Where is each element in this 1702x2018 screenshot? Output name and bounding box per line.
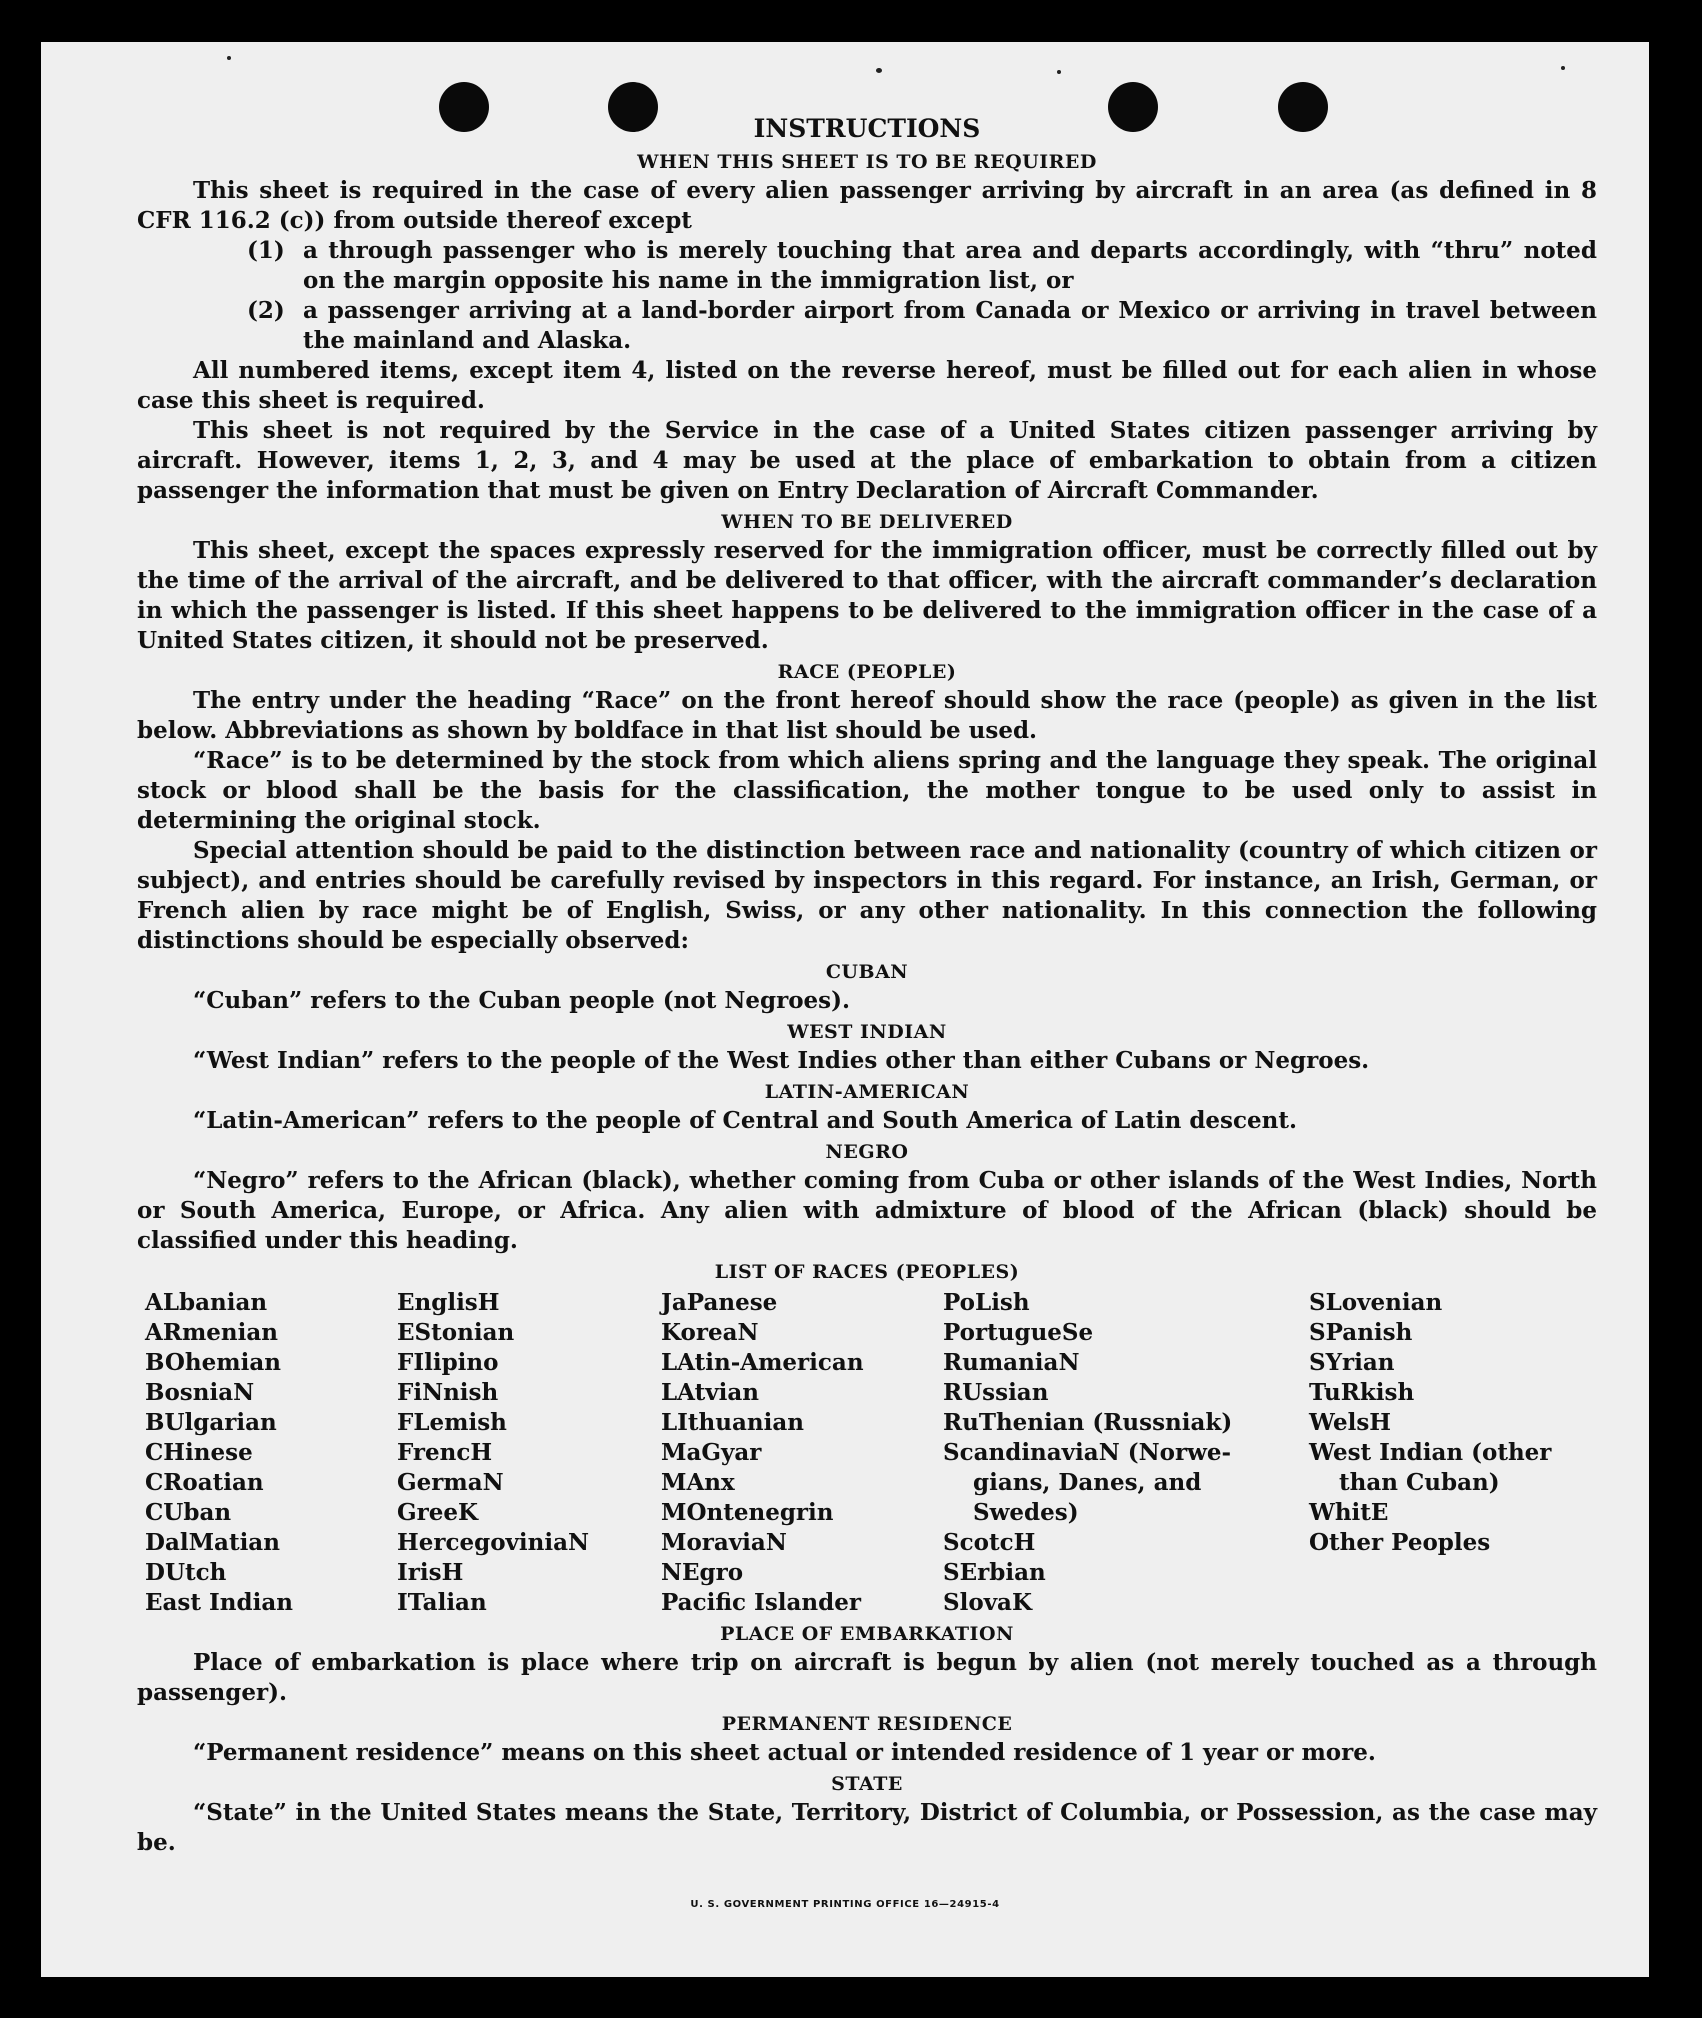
race-item: FIlipino [397, 1349, 499, 1376]
paragraph: “Latin-American” refers to the people of Central and South America of Latin descent. [193, 1107, 1297, 1134]
item-number: (1) [247, 237, 285, 264]
item-text: a through passenger who is merely touching that area and departs accordingly, with “thru” noted on the margin opposite his name in the immigration list, or [303, 237, 1597, 294]
paragraph: Place of embarkation is place where trip on aircraft is begun by alien (not merely touched as a through passenger). [137, 1649, 1597, 1706]
race-item: BOhemian [145, 1349, 281, 1376]
race-item: SYrian [1309, 1349, 1395, 1376]
race-item: FrencH [397, 1439, 493, 1466]
race-item: SlovaK [943, 1589, 1032, 1616]
race-item: RumaniaN [943, 1349, 1080, 1376]
paragraph: This sheet, except the spaces expressly reserved for the immigration officer, must be correctly filled out by the time of the arrival of the aircraft, and be delivered to that officer, with the aircraft commander’s declaration in which the passenger is listed. If this sheet happens to be delivered to the immigration officer in the case of a United States citizen, it should not be preserved. [137, 537, 1597, 654]
paragraph: “Cuban” refers to the Cuban people (not Negroes). [193, 987, 851, 1014]
section-heading: PLACE OF EMBARKATION [720, 1623, 1014, 1645]
page-title: INSTRUCTIONS [753, 114, 981, 143]
race-item: MAnx [661, 1469, 735, 1496]
race-item: LAtin-American [661, 1349, 864, 1376]
race-item: NEgro [661, 1559, 744, 1586]
race-item: SLovenian [1309, 1289, 1443, 1316]
section-heading: WHEN THIS SHEET IS TO BE REQUIRED [637, 151, 1097, 173]
race-list [137, 1288, 1597, 1618]
race-item: Other Peoples [1309, 1529, 1491, 1556]
paragraph: “Race” is to be determined by the stock from which aliens spring and the language they speak. The original stock or blood shall be the basis for the classification, the mother tongue to be used only to assist in determining the original stock. [137, 747, 1597, 834]
section-heading: RACE (PEOPLE) [777, 661, 957, 683]
race-item: RuThenian (Russniak) [943, 1409, 1233, 1436]
list-item [247, 236, 1597, 296]
race-item: SErbian [943, 1559, 1046, 1586]
section-heading: LIST OF RACES (PEOPLES) [714, 1261, 1020, 1283]
paragraph: “State” in the United States means the State, Territory, District of Columbia, or Possession, as the case may be. [137, 1799, 1597, 1856]
paragraph: “Negro” refers to the African (black), whether coming from Cuba or other islands of the West Indies, North or South America, Europe, or Africa. Any alien with admixture of blood of the African (black) should be classified under this heading. [137, 1167, 1597, 1254]
race-item: gians, Danes, and [973, 1469, 1202, 1496]
paragraph: All numbered items, except item 4, listed on the reverse hereof, must be filled out for each alien in whose case this sheet is required. [137, 357, 1597, 414]
item-number: (2) [247, 297, 285, 324]
race-item: EStonian [397, 1319, 515, 1346]
race-item: WhitE [1309, 1499, 1389, 1526]
race-item: FLemish [397, 1409, 507, 1436]
paragraph: This sheet is not required by the Service in the case of a United States citizen passenger arriving by aircraft. However, items 1, 2, 3, and 4 may be used at the place of embarkation to obtain from a citizen passenger the information that must be given on Entry Declaration of Aircraft Commander. [137, 417, 1597, 504]
section-heading: WEST INDIAN [787, 1021, 947, 1043]
race-column-1 [137, 1288, 397, 1618]
speck [1561, 66, 1565, 70]
race-item: MaGyar [661, 1439, 762, 1466]
race-item: ITalian [397, 1589, 487, 1616]
speck [876, 68, 882, 73]
race-item: ScandinaviaN (Norwe- [943, 1439, 1232, 1466]
race-item: West Indian (other [1309, 1439, 1552, 1466]
race-item: CUban [145, 1499, 232, 1526]
race-item: JaPanese [661, 1289, 778, 1316]
paragraph: This sheet is required in the case of every alien passenger arriving by aircraft in an area (as defined in 8 CFR 116.2 (c)) from outside thereof except [137, 177, 1597, 234]
race-item: BUlgarian [145, 1409, 277, 1436]
race-item: PortugueSe [943, 1319, 1094, 1346]
race-item: MOntenegrin [661, 1499, 834, 1526]
race-item: SPanish [1309, 1319, 1413, 1346]
race-item: RUssian [943, 1379, 1049, 1406]
race-item: LIthuanian [661, 1409, 804, 1436]
race-item: DalMatian [145, 1529, 280, 1556]
race-column-5 [1309, 1288, 1597, 1618]
race-item: WelsH [1309, 1409, 1392, 1436]
race-item: EnglisH [397, 1289, 500, 1316]
section-heading: CUBAN [825, 961, 909, 983]
section-heading: WHEN TO BE DELIVERED [721, 511, 1013, 533]
race-item: HercegoviniaN [397, 1529, 590, 1556]
race-column-4 [943, 1288, 1309, 1618]
paragraph: The entry under the heading “Race” on the front hereof should show the race (people) as given in the list below. Abbreviations as shown by boldface in that list should be used. [137, 687, 1597, 744]
paragraph: “West Indian” refers to the people of the West Indies other than either Cubans or Negroes. [193, 1047, 1370, 1074]
speck [227, 56, 231, 60]
race-item: PoLish [943, 1289, 1030, 1316]
speck [1057, 70, 1061, 74]
race-column-3 [661, 1288, 943, 1618]
race-item: MoraviaN [661, 1529, 787, 1556]
race-item: ALbanian [145, 1289, 268, 1316]
race-item: Swedes) [973, 1499, 1079, 1526]
section-heading: PERMANENT RESIDENCE [721, 1713, 1013, 1735]
race-item: ScotcH [943, 1529, 1036, 1556]
paragraph: “Permanent residence” means on this sheet actual or intended residence of 1 year or more. [193, 1739, 1376, 1766]
paragraph: Special attention should be paid to the distinction between race and nationality (country of which citizen or subject), and entries should be carefully revised by inspectors in this regard. For instance, an Irish, German, or French alien by race might be of English, Swiss, or any other nationality. In this connection the following distinctions should be especially observed: [137, 837, 1597, 954]
race-item: CHinese [145, 1439, 253, 1466]
document-page [41, 42, 1649, 1977]
race-item: than Cuban) [1339, 1469, 1500, 1496]
race-item: CRoatian [145, 1469, 264, 1496]
race-item: DUtch [145, 1559, 227, 1586]
section-heading: NEGRO [825, 1141, 909, 1163]
race-item: FiNnish [397, 1379, 499, 1406]
printer-imprint: U. S. GOVERNMENT PRINTING OFFICE 16—24915-4 [690, 1899, 1000, 1910]
instructions-body [137, 112, 1597, 1858]
race-item: GermaN [397, 1469, 504, 1496]
race-item: East Indian [145, 1589, 293, 1616]
race-item: GreeK [397, 1499, 479, 1526]
race-column-2 [397, 1288, 661, 1618]
race-item: TuRkish [1309, 1379, 1415, 1406]
race-item: KoreaN [661, 1319, 759, 1346]
section-heading: LATIN-AMERICAN [764, 1081, 970, 1103]
race-item: LAtvian [661, 1379, 759, 1406]
race-item: BosniaN [145, 1379, 255, 1406]
item-text: a passenger arriving at a land-border airport from Canada or Mexico or arriving in travel between the mainland and Alaska. [303, 297, 1597, 354]
section-heading: STATE [831, 1773, 903, 1795]
list-item [247, 296, 1597, 356]
race-item: ARmenian [145, 1319, 279, 1346]
race-item: Pacific Islander [661, 1589, 861, 1616]
race-item: IrisH [397, 1559, 464, 1586]
